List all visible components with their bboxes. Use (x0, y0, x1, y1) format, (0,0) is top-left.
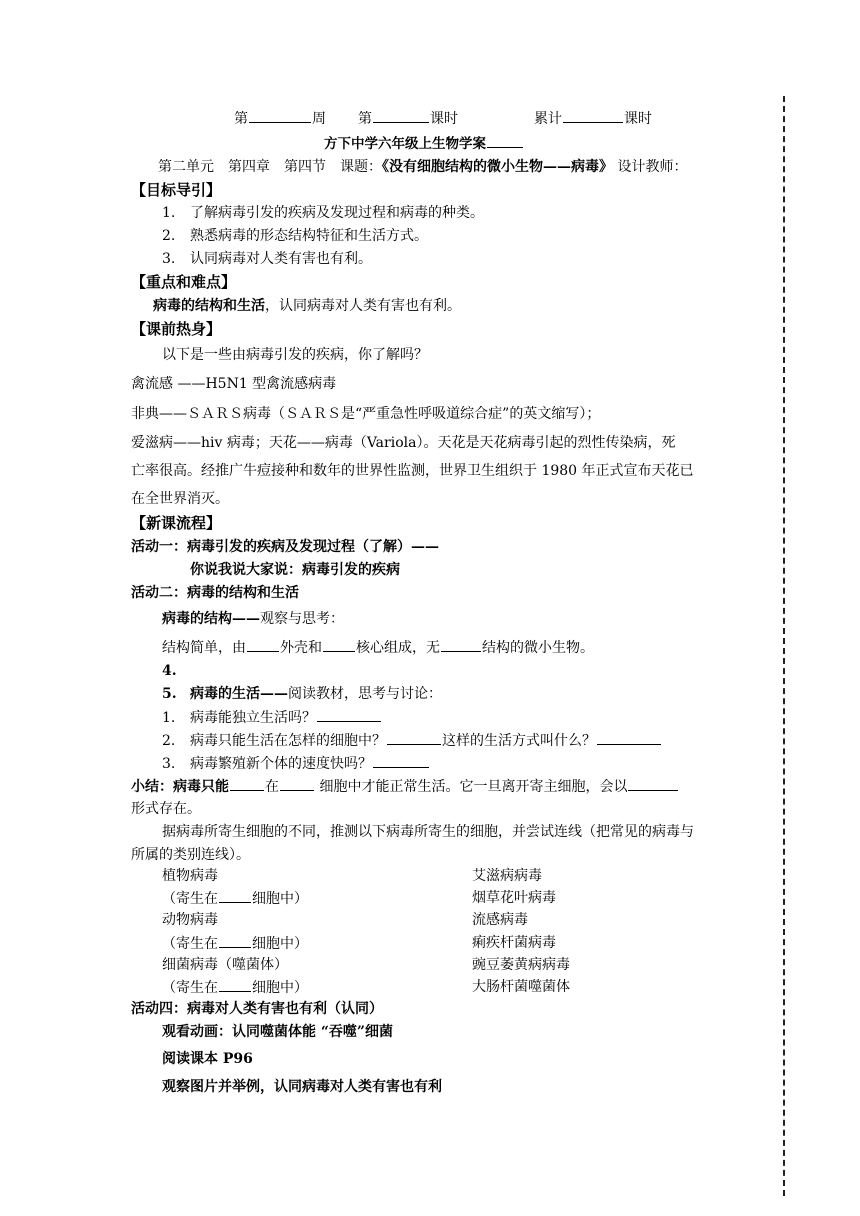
question: 1. 病毒能独立生活吗？ (162, 707, 382, 728)
virus-example: 艾滋病病毒 (472, 868, 542, 884)
warmup-line: 爱滋病——hiv 病毒；天花——病毒（Variola）。天花是天花病毒引起的烈性传染病，死 (131, 435, 676, 451)
cut-line (783, 96, 785, 1196)
fill-blank[interactable] (219, 888, 251, 903)
keypoints-text: 病毒的结构和生活，认同病毒对人类有害也有利。 (153, 298, 461, 314)
fill-blank[interactable] (441, 637, 481, 652)
read-textbook: 阅读课本 P96 (162, 1051, 253, 1067)
unit-line: 第二单元 第四章 第四节 课题：《没有细胞结构的微小生物——病毒》 设计教师： (158, 159, 688, 175)
activity-1-sub: 你说我说大家说：病毒引发的疾病 (190, 562, 400, 578)
virus-category: 细菌病毒（噬菌体） (162, 957, 288, 973)
warmup-heading: 【课前热身】 (131, 320, 222, 338)
activity-1: 活动一：病毒引发的疾病及发现过程（了解）—— (131, 539, 439, 555)
warmup-line: 禽流感 ——H5N1 型禽流感病毒 (131, 376, 337, 392)
fill-blank[interactable] (323, 637, 355, 652)
warmup-line: 在全世界消灭。 (131, 491, 229, 507)
observe-pictures: 观察图片并举例，认同病毒对人类有害也有利 (162, 1079, 442, 1095)
goal-item: 3. 认同病毒对人类有害也有利。 (162, 251, 372, 267)
virus-example: 大肠杆菌噬菌体 (472, 979, 570, 995)
fill-blank[interactable] (230, 776, 264, 791)
fill-blank[interactable] (628, 776, 678, 791)
host-fill: （寄生在 细胞中） (162, 977, 308, 998)
activity-2: 活动二：病毒的结构和生活 (131, 585, 299, 601)
answer-blank[interactable] (373, 753, 429, 768)
lesson-heading: 【新课流程】 (131, 514, 222, 532)
host-fill: （寄生在 细胞中） (162, 888, 308, 909)
question: 3. 病毒繁殖新个体的速度快吗？ (162, 753, 430, 774)
answer-blank[interactable] (597, 730, 661, 745)
goal-item: 1. 了解病毒引发的疾病及发现过程和病毒的种类。 (162, 205, 484, 221)
virus-category: 动物病毒 (162, 912, 218, 928)
virus-example: 流感病毒 (472, 912, 528, 928)
total-blank[interactable] (563, 108, 623, 123)
warmup-line: 非典——ＳＡＲＳ病毒（ＳＡＲＳ是“严重急性呼吸道综合症”的英文缩写）； (131, 406, 601, 422)
warmup-intro: 以下是一些由病毒引发的疾病，你了解吗？ (162, 347, 428, 363)
warmup-line: 亡率很高。经推广牛痘接种和数年的世界性监测，世界卫生组织于 1980 年正式宣布天花已 (131, 463, 694, 479)
activity-4: 活动四：病毒对人类有害也有利（认同） (131, 1001, 383, 1017)
fill-blank[interactable] (219, 933, 251, 948)
virus-category: 植物病毒 (162, 868, 218, 884)
week-blank[interactable] (249, 108, 311, 123)
question: 2. 病毒只能生活在怎样的细胞中？ 这样的生活方式叫什么？ (162, 730, 662, 751)
virus-example: 豌豆萎黄病病毒 (472, 957, 570, 973)
answer-blank[interactable] (387, 730, 441, 745)
watch-animation: 观看动画：认同噬菌体能 “吞噬”细菌 (162, 1024, 393, 1040)
keypoints-heading: 【重点和难点】 (131, 273, 237, 291)
goals-heading: 【目标导引】 (131, 181, 222, 199)
host-fill: （寄生在 细胞中） (162, 933, 308, 954)
summary-end: 形式存在。 (131, 801, 201, 817)
virus-example: 痢疾杆菌病毒 (472, 935, 556, 951)
fill-blank[interactable] (280, 776, 314, 791)
item-5: 5. 病毒的生活——阅读教材，思考与讨论： (162, 686, 442, 702)
fill-blank[interactable] (247, 637, 279, 652)
lesson-topic: 《没有细胞结构的微小生物——病毒》 (382, 159, 613, 175)
structure-fill: 结构简单，由 外壳和 核心组成，无 结构的微小生物。 (162, 637, 594, 658)
doc-title: 方下中学六年级上生物学案 (324, 133, 524, 154)
item-4: 4. (162, 663, 177, 679)
title-blank[interactable] (487, 133, 523, 148)
week-lesson-header: 第 周 第 课时 累计 课时 (234, 108, 652, 129)
structure-title: 病毒的结构——观察与思考： (162, 611, 344, 627)
virus-example: 烟草花叶病毒 (472, 890, 556, 906)
inference-text: 据病毒所寄生细胞的不同，推测以下病毒所寄生的细胞，并尝试连线（把常见的病毒与 (162, 824, 694, 840)
inference-text: 所属的类别连线）。 (131, 847, 250, 863)
summary-line: 小结：病毒只能 在 细胞中才能正常生活。它一旦离开寄主细胞，会以 (131, 776, 679, 797)
fill-blank[interactable] (219, 977, 251, 992)
lesson-blank[interactable] (373, 108, 429, 123)
answer-blank[interactable] (317, 707, 381, 722)
goal-item: 2. 熟悉病毒的形态结构特征和生活方式。 (162, 228, 428, 244)
